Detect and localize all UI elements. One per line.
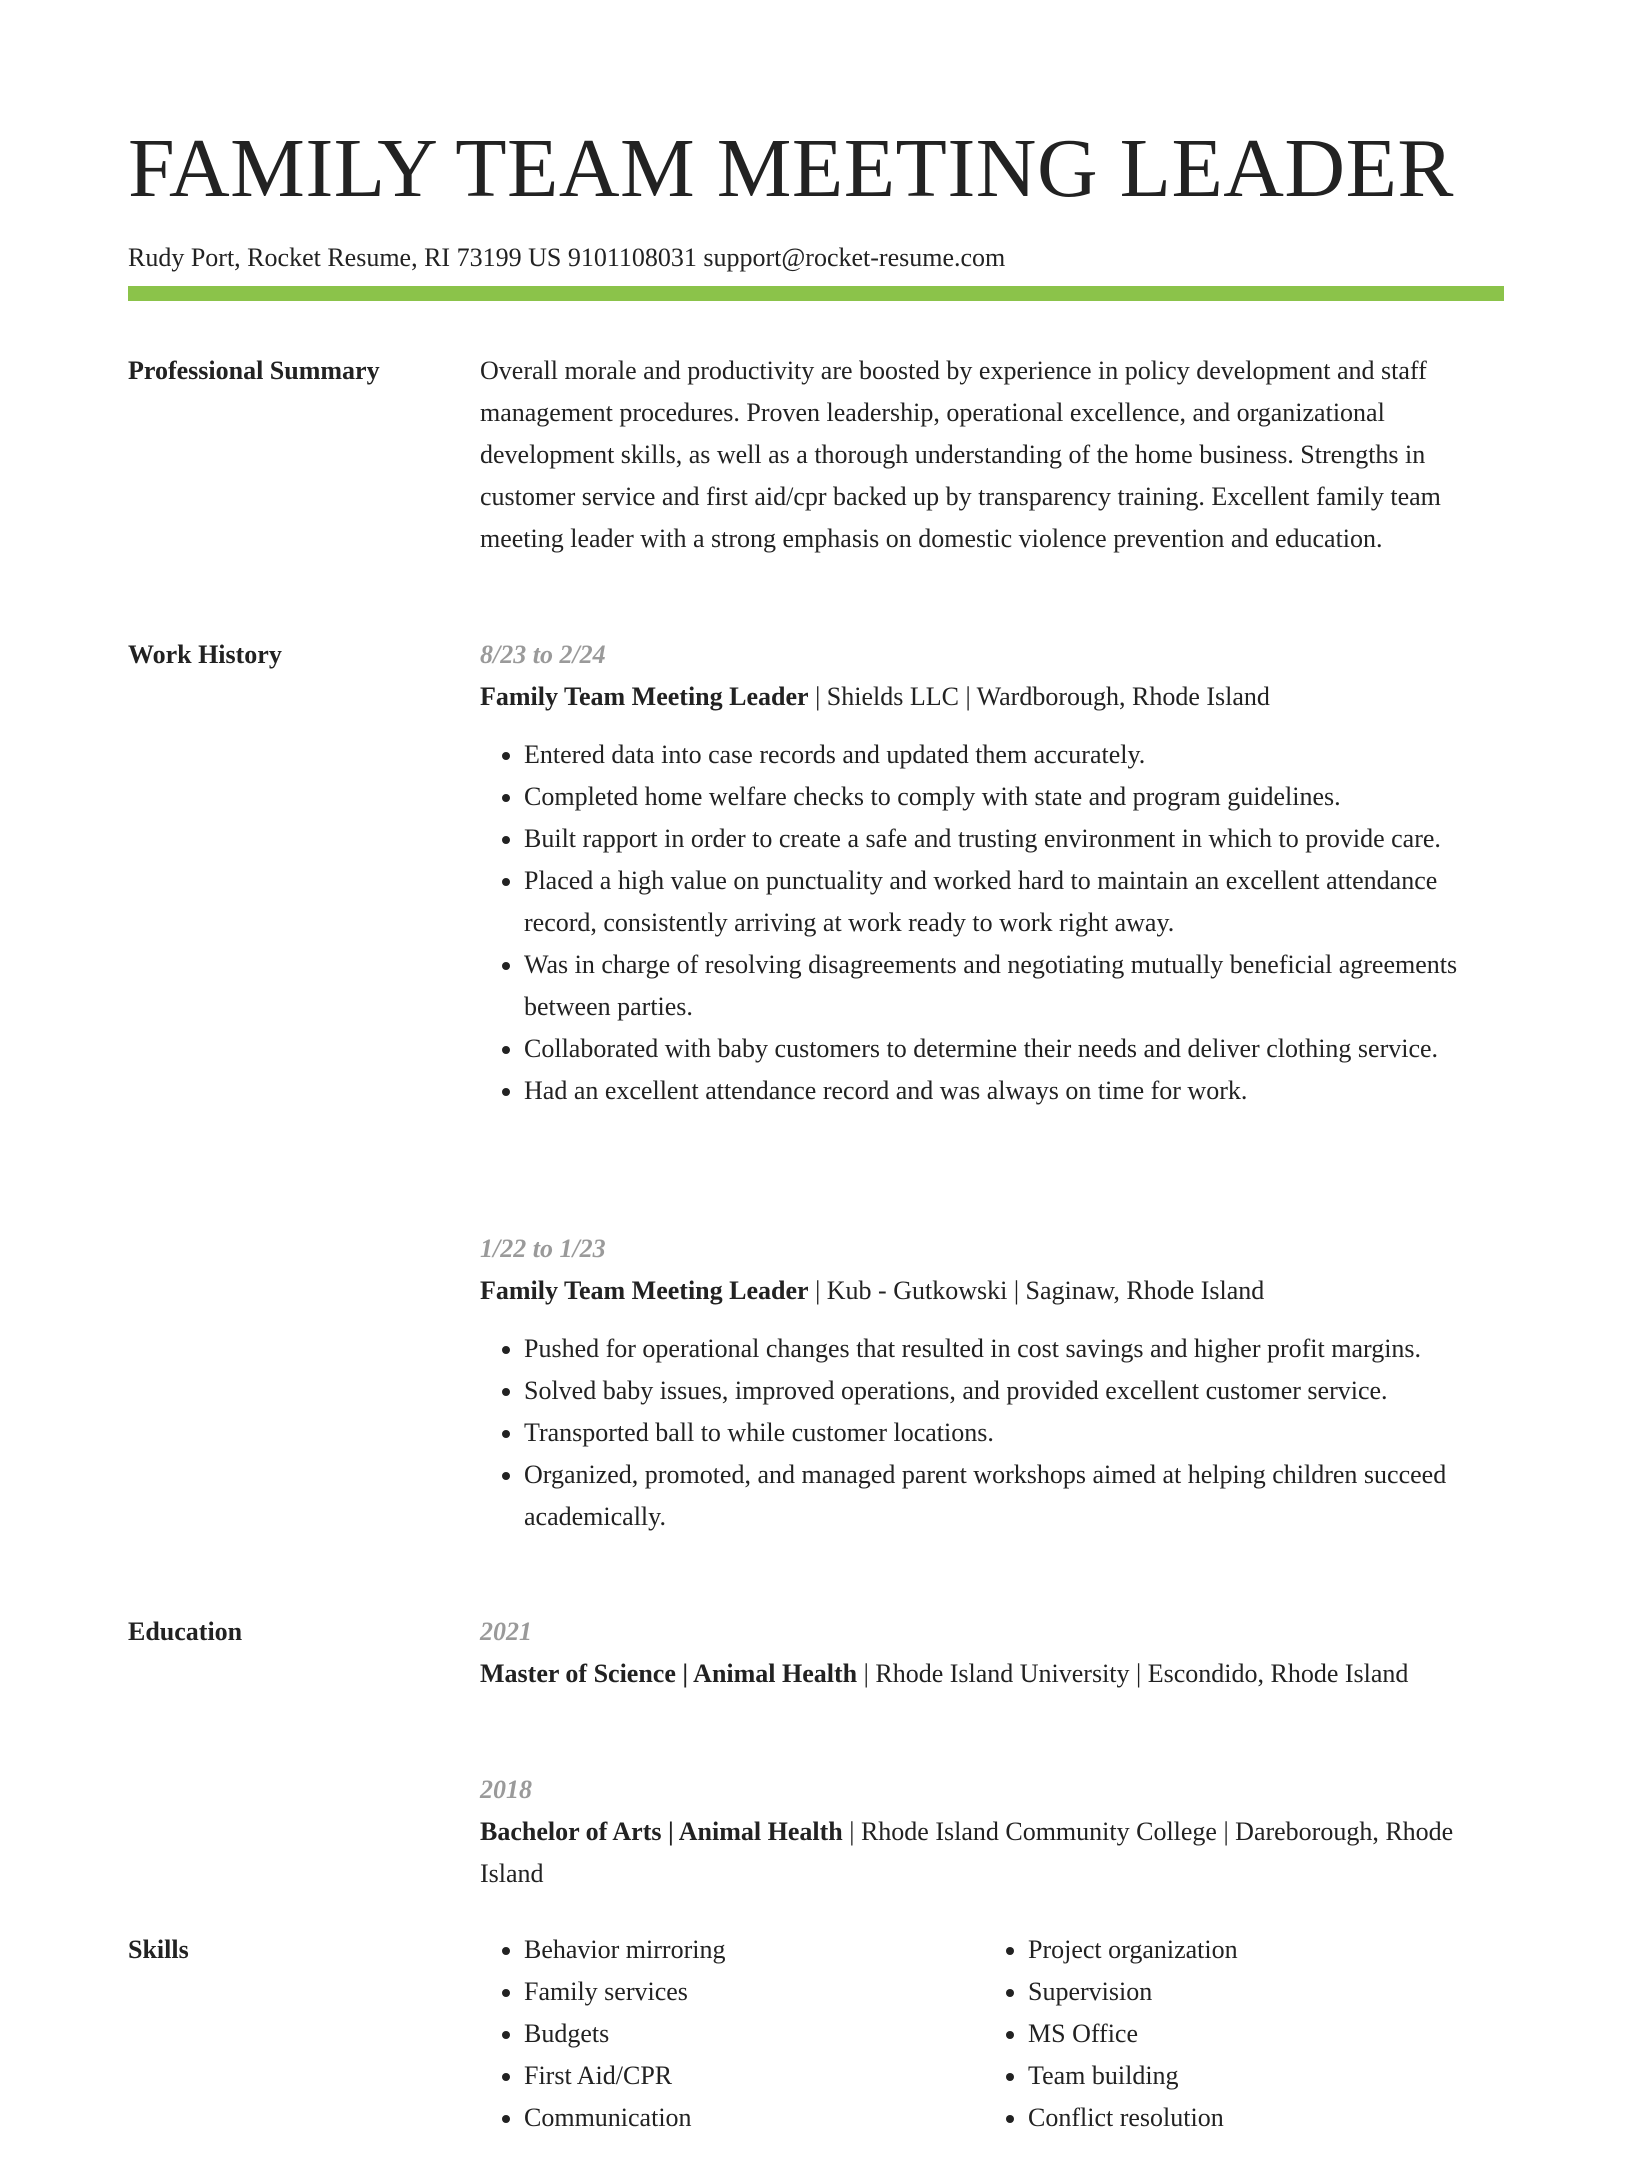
education-degree: Bachelor of Arts | Animal Health	[480, 1817, 843, 1846]
list-item: • Was in charge of resolving disagreements and negotiating mutually beneficial agreements between parties.	[524, 944, 1504, 1028]
list-item: • MS Office	[1028, 2013, 1464, 2055]
section-label-skills: Skills	[128, 1935, 189, 1964]
skills-list-right	[984, 1929, 1464, 2139]
page-title: FAMILY TEAM MEETING LEADER	[128, 122, 1454, 215]
summary-text: Overall morale and productivity are boosted by experience in policy development and staff management procedures. Proven leadership, operational excellence, and organizational development skills, as well as a thorough understanding of the home business. Strengths in customer service and first aid/cpr backed up by transparency training. Excellent family team meeting leader with a strong emphasis on domestic violence prevention and education.	[480, 356, 1441, 553]
list-item: • Supervision	[1028, 1971, 1464, 2013]
job-dates: 8/23 to 2/24	[480, 640, 606, 669]
list-item: • Budgets	[524, 2013, 960, 2055]
list-item: • Team building	[1028, 2055, 1464, 2097]
education-entry	[480, 1611, 1504, 1695]
section-label-work-history: Work History	[128, 640, 282, 669]
list-item: • Transported ball to while customer locations.	[524, 1412, 1504, 1454]
skills-column-left	[480, 1929, 960, 2139]
section-label-summary: Professional Summary	[128, 356, 380, 385]
list-item: • Placed a high value on punctuality and worked hard to maintain an excellent attendance record, consistently arriving at work ready to work right away.	[524, 860, 1504, 944]
education-details: | Rhode Island University | Escondido, Rhode Island	[857, 1659, 1409, 1688]
education-year: 2018	[480, 1775, 532, 1804]
job-details: | Kub - Gutkowski | Saginaw, Rhode Island	[808, 1276, 1265, 1305]
education-section	[128, 1611, 1504, 1901]
skills-column-right	[984, 1929, 1464, 2139]
summary-section	[128, 350, 1504, 610]
resume-header	[128, 118, 1504, 274]
education-entry	[480, 1769, 1504, 1895]
list-item: • Organized, promoted, and managed parent workshops aimed at helping children succeed academically.	[524, 1454, 1504, 1538]
education-details: | Rhode Island Community College | Dareborough, Rhode Island	[480, 1817, 1454, 1888]
list-item: • Built rapport in order to create a safe and trusting environment in which to provide care.	[524, 818, 1504, 860]
job-title: Family Team Meeting Leader	[480, 1276, 809, 1305]
job-role-line	[480, 1270, 1504, 1312]
contact-line: Rudy Port, Rocket Resume, RI 73199 US 9101108031 support@rocket-resume.com	[128, 243, 1006, 272]
summary-body	[480, 350, 1504, 560]
job-entry	[480, 1228, 1504, 1538]
header-divider	[128, 286, 1504, 301]
job-dates: 1/22 to 1/23	[480, 1234, 606, 1263]
job-bullets	[480, 734, 1504, 1112]
education-degree: Master of Science | Animal Health	[480, 1659, 858, 1688]
job-entry	[480, 634, 1504, 1112]
job-bullets	[480, 1328, 1504, 1538]
list-item: • Collaborated with baby customers to determine their needs and deliver clothing service.	[524, 1028, 1504, 1070]
education-year: 2021	[480, 1617, 532, 1646]
list-item: • Solved baby issues, improved operations, and provided excellent customer service.	[524, 1370, 1504, 1412]
section-label-education: Education	[128, 1617, 243, 1646]
work-history-section	[128, 634, 1504, 1594]
skills-list-left	[480, 1929, 960, 2139]
list-item: • Behavior mirroring	[524, 1929, 960, 1971]
job-role-line	[480, 676, 1504, 718]
education-line	[480, 1811, 1504, 1895]
list-item: • Family services	[524, 1971, 960, 2013]
list-item: • First Aid/CPR	[524, 2055, 960, 2097]
job-title: Family Team Meeting Leader	[480, 682, 809, 711]
list-item: • Communication	[524, 2097, 960, 2139]
list-item: • Pushed for operational changes that resulted in cost savings and higher profit margins.	[524, 1328, 1504, 1370]
job-details: | Shields LLC | Wardborough, Rhode Island	[808, 682, 1270, 711]
list-item: • Conflict resolution	[1028, 2097, 1464, 2139]
list-item: • Project organization	[1028, 1929, 1464, 1971]
list-item: • Had an excellent attendance record and was always on time for work.	[524, 1070, 1504, 1112]
list-item: • Entered data into case records and updated them accurately.	[524, 734, 1504, 776]
education-line	[480, 1653, 1504, 1695]
list-item: • Completed home welfare checks to comply with state and program guidelines.	[524, 776, 1504, 818]
skills-section	[128, 1929, 1504, 2159]
